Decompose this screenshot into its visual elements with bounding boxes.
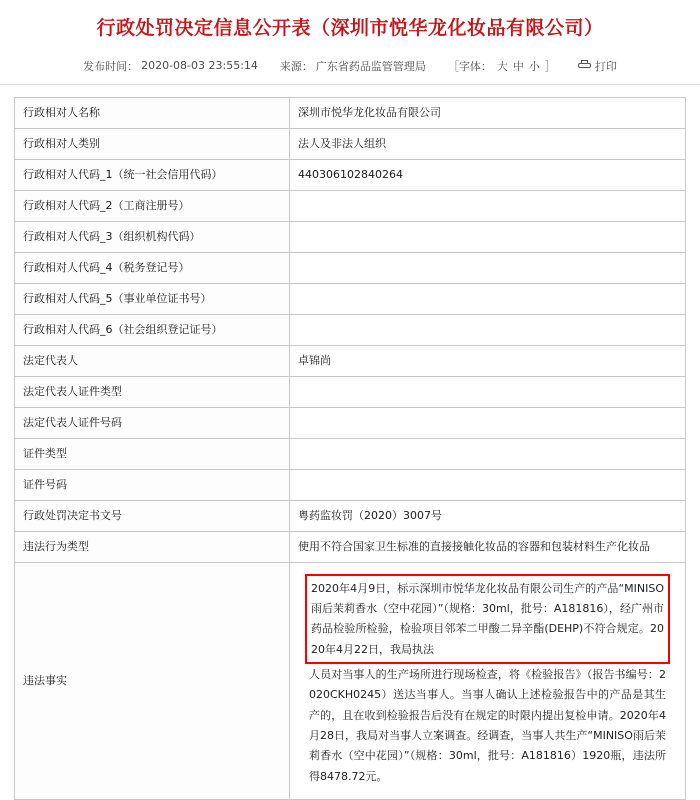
font-size-label: ［字体： [447, 59, 492, 73]
row-label: 行政相对人代码_3（组织机构代码） [15, 221, 290, 252]
row-value [290, 438, 686, 469]
row-value [290, 221, 686, 252]
row-value [290, 376, 686, 407]
table-row [15, 252, 686, 283]
row-label: 行政相对人代码_1（统一社会信用代码） [15, 159, 290, 190]
row-value: 深圳市悦华龙化妆品有限公司 [290, 97, 686, 128]
row-value [290, 283, 686, 314]
page-title: 行政处罚决定信息公开表（深圳市悦华龙化妆品有限公司） [96, 17, 604, 39]
row-label: 证件号码 [15, 469, 290, 500]
publish-time-label: 发布时间： [83, 59, 139, 73]
printer-icon [578, 60, 591, 71]
source-label: 来源： [279, 59, 313, 73]
row-label: 法定代表人证件号码 [15, 407, 290, 438]
row-value: 使用不符合国家卫生标准的直接接触化妆品的容器和包装材料生产化妆品 [290, 531, 686, 562]
table-row [15, 128, 686, 159]
row-value [290, 469, 686, 500]
illegal-facts-remainder: 人员对当事人的生产场所进行现场检查，将《检验报告》（报告书编号：2020CKH0245）送达当事人。当事人确认上述检验报告中的产品是其生产的，且在收到检验报告后没有在规定的时限内提出复检申请。2020年4月28日，我局对当事人立案调查。经调查，当事人共生产“MINISO雨后茉莉香水（空中花园）”（规格：30ml，批号：A181816）1920瓶，违法所得8478.72元。 [309, 668, 666, 783]
row-value [290, 252, 686, 283]
table-row [15, 438, 686, 469]
row-label: 行政相对人代码_6（社会组织登记证号） [15, 314, 290, 345]
penalty-table-body [15, 97, 686, 799]
font-size-small[interactable]: 小 [528, 59, 540, 73]
row-value: 卓锦尚 [290, 345, 686, 376]
row-value: 440306102840264 [290, 159, 686, 190]
row-value: 粤药监妆罚（2020）3007号 [290, 500, 686, 531]
penalty-table [14, 97, 686, 800]
font-size-large[interactable]: 大 [496, 59, 508, 73]
header-divider [0, 84, 700, 85]
print-label: 打印 [594, 59, 617, 73]
row-label: 行政相对人代码_5（事业单位证书号） [15, 283, 290, 314]
row-label: 法定代表人证件类型 [15, 376, 290, 407]
penalty-table-wrapper [14, 97, 686, 800]
table-row [15, 314, 686, 345]
illegal-facts-text [298, 569, 677, 793]
table-row [15, 221, 686, 252]
row-label-illegal-facts: 违法事实 [15, 562, 290, 799]
font-size-medium[interactable]: 中 [512, 59, 524, 73]
table-row [15, 190, 686, 221]
row-label: 行政相对人名称 [15, 97, 290, 128]
row-label: 证件类型 [15, 438, 290, 469]
row-label: 行政相对人代码_2（工商注册号） [15, 190, 290, 221]
source [280, 58, 426, 74]
table-row-illegal-facts [15, 562, 686, 799]
row-value: 法人及非法人组织 [290, 128, 686, 159]
publish-time-value: 2020-08-03 23:55:14 [141, 59, 258, 73]
row-label: 行政相对人类别 [15, 128, 290, 159]
row-value [290, 407, 686, 438]
table-row [15, 345, 686, 376]
row-label: 法定代表人 [15, 345, 290, 376]
row-label: 违法行为类型 [15, 531, 290, 562]
publish-time [83, 58, 258, 74]
meta-bar [0, 58, 700, 74]
row-label: 行政处罚决定书文号 [15, 500, 290, 531]
table-row [15, 531, 686, 562]
source-value: 广东省药品监管管理局 [315, 59, 426, 73]
print-button[interactable] [578, 58, 617, 74]
font-size-control [448, 58, 556, 74]
table-row [15, 469, 686, 500]
table-row [15, 376, 686, 407]
table-row [15, 97, 686, 128]
table-row [15, 500, 686, 531]
row-value [290, 314, 686, 345]
row-value-illegal-facts [290, 562, 686, 799]
table-row [15, 407, 686, 438]
row-label: 行政相对人代码_4（税务登记号） [15, 252, 290, 283]
illegal-facts-highlighted: 2020年4月9日，标示深圳市悦华龙化妆品有限公司生产的产品“MINISO雨后茉莉香水（空中花园）”（规格：30ml，批号：A181816），经广州市药品检验所检验，检验项目邻苯二甲酸二异辛酯(DEHP)不符合规定。2020年4月22日，我局执法 [305, 574, 670, 664]
font-size-label-end: ］ [544, 59, 556, 73]
table-row [15, 283, 686, 314]
row-value [290, 190, 686, 221]
table-row [15, 159, 686, 190]
